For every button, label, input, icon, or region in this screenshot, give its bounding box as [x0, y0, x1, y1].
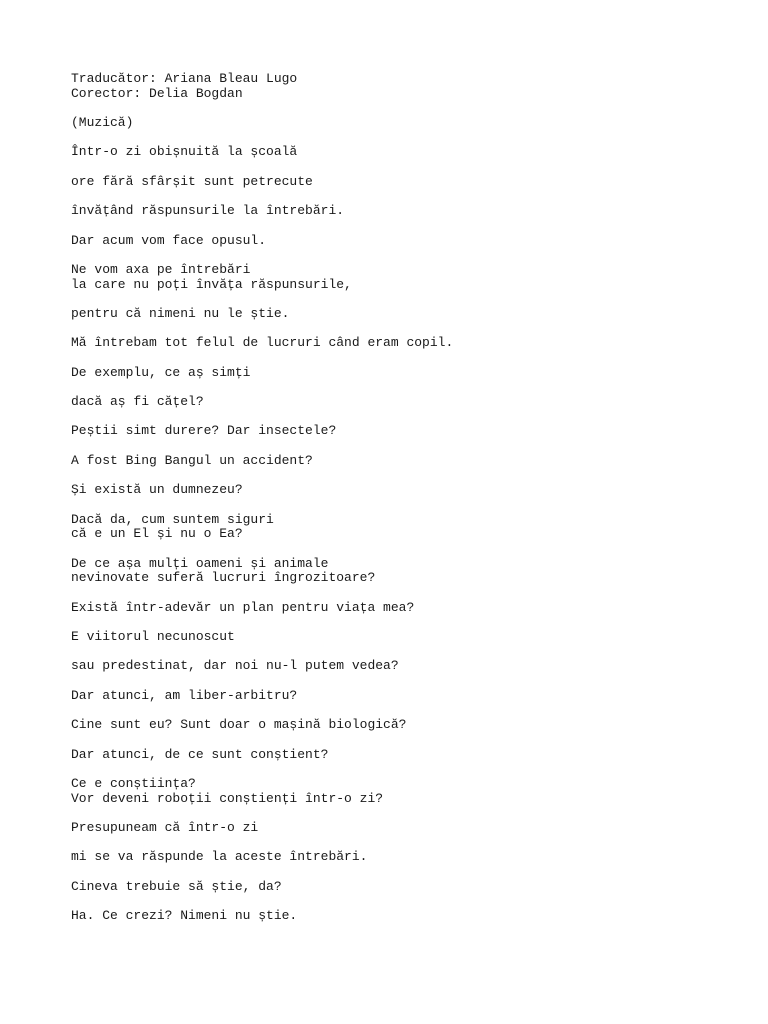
transcript-paragraph — [71, 777, 731, 806]
transcript-line: ore fără sfârșit sunt petrecute — [71, 173, 313, 189]
transcript-line: Cine sunt eu? Sunt doar o mașină biologică? — [71, 717, 407, 733]
transcript-paragraph — [71, 821, 731, 836]
transcript-line: Mă întrebam tot felul de lucruri când eram copil. — [71, 335, 454, 351]
credits-paragraph — [71, 72, 731, 101]
transcript-paragraph — [71, 659, 731, 674]
transcript-paragraph — [71, 557, 731, 586]
transcript-line: pentru că nimeni nu le știe. — [71, 305, 290, 321]
transcript-line: Dar atunci, de ce sunt conștient? — [71, 746, 329, 762]
transcript-line: învățând răspunsurile la întrebări. — [71, 203, 345, 219]
transcript-line: Dacă da, cum suntem siguri — [71, 511, 274, 527]
transcript-line: A fost Bing Bangul un accident? — [71, 452, 313, 468]
transcript-line: Ne vom axa pe întrebări — [71, 261, 251, 277]
transcript-line: că e un El și nu o Ea? — [71, 526, 243, 542]
transcript-line: (Muzică) — [71, 114, 134, 130]
transcript-line: Există într-adevăr un plan pentru viața mea? — [71, 599, 415, 615]
transcript-paragraph — [71, 336, 731, 351]
transcript-line: la care nu poți învăța răspunsurile, — [71, 276, 352, 292]
transcript-paragraph — [71, 909, 731, 924]
transcript-line: De exemplu, ce aș simți — [71, 364, 251, 380]
transcript-paragraph — [71, 850, 731, 865]
transcript-paragraph — [71, 234, 731, 249]
transcript-line: Presupuneam că într-o zi — [71, 819, 259, 835]
transcript-line: Ce e conștiința? — [71, 775, 196, 791]
transcript-paragraph — [71, 513, 731, 542]
transcript-line: Dar acum vom face opusul. — [71, 232, 267, 248]
transcript-line: dacă aș fi cățel? — [71, 394, 204, 410]
transcript-line: Dar atunci, am liber-arbitru? — [71, 687, 298, 703]
transcript-paragraph — [71, 483, 731, 498]
transcript-paragraph — [71, 880, 731, 895]
transcript-line: E viitorul necunoscut — [71, 629, 235, 645]
transcript-paragraph — [71, 718, 731, 733]
transcript-line: De ce așa mulți oameni și animale — [71, 555, 329, 571]
transcript-paragraph — [71, 454, 731, 469]
transcript-line: sau predestinat, dar noi nu-l putem vedea? — [71, 658, 399, 674]
transcript-line: Ha. Ce crezi? Nimeni nu știe. — [71, 908, 298, 924]
transcript-line: Și există un dumnezeu? — [71, 482, 243, 498]
transcript-paragraph — [71, 630, 731, 645]
transcript-paragraph — [71, 424, 731, 439]
transcript-paragraph — [71, 116, 731, 131]
reviewer-line: Corector: Delia Bogdan — [71, 85, 243, 101]
transcript-paragraph — [71, 307, 731, 322]
transcript-paragraph — [71, 395, 731, 410]
transcript-paragraph — [71, 601, 731, 616]
transcript-line: Într-o zi obișnuită la școală — [71, 144, 298, 160]
translator-line: Traducător: Ariana Bleau Lugo — [71, 71, 298, 86]
transcript-line: Peștii simt durere? Dar insectele? — [71, 423, 337, 439]
transcript-page — [71, 72, 731, 939]
transcript-paragraph — [71, 145, 731, 160]
transcript-line: nevinovate suferă lucruri îngrozitoare? — [71, 570, 376, 586]
transcript-paragraph — [71, 689, 731, 704]
transcript-paragraph — [71, 748, 731, 763]
transcript-line: Vor deveni roboții conștienți într-o zi? — [71, 790, 384, 806]
transcript-paragraph — [71, 263, 731, 292]
transcript-paragraph — [71, 175, 731, 190]
transcript-paragraph — [71, 366, 731, 381]
transcript-line: Cineva trebuie să știe, da? — [71, 878, 282, 894]
transcript-line: mi se va răspunde la aceste întrebări. — [71, 849, 368, 865]
transcript-paragraph — [71, 204, 731, 219]
